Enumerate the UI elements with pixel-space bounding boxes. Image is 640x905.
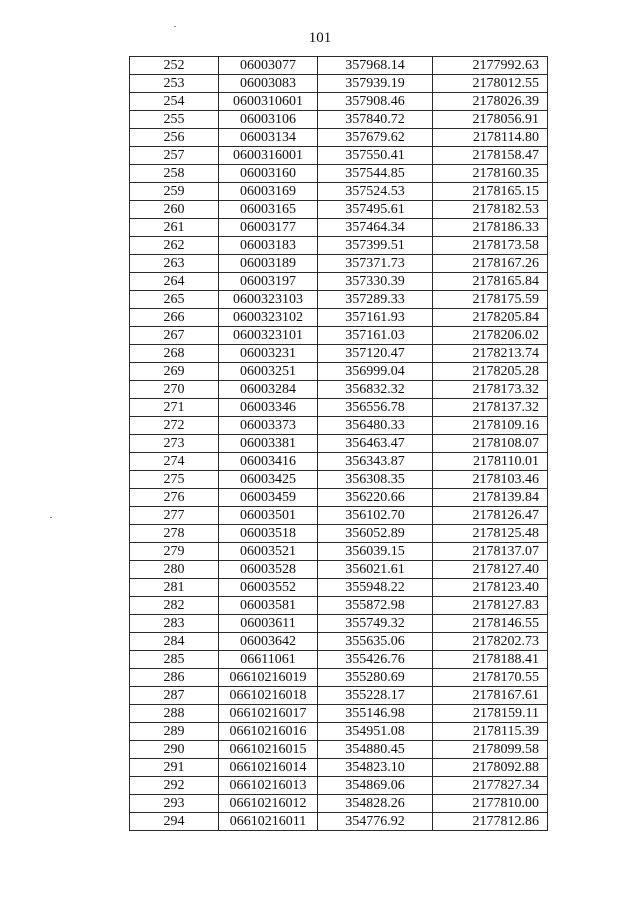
row-number-cell: 281 <box>130 579 219 597</box>
table-row <box>130 435 548 453</box>
y-coordinate-cell: 2178092.88 <box>433 759 548 777</box>
row-number-cell: 274 <box>130 453 219 471</box>
table-row <box>130 399 548 417</box>
point-code-cell: 06003284 <box>219 381 318 399</box>
row-number-cell: 261 <box>130 219 219 237</box>
y-coordinate-cell: 2178160.35 <box>433 165 548 183</box>
x-coordinate-cell: 354869.06 <box>318 777 433 795</box>
x-coordinate-cell: 357161.93 <box>318 309 433 327</box>
table-row <box>130 165 548 183</box>
y-coordinate-cell: 2178206.02 <box>433 327 548 345</box>
table-row <box>130 687 548 705</box>
page-number: 101 <box>308 30 332 46</box>
point-code-cell: 06003251 <box>219 363 318 381</box>
y-coordinate-cell: 2178173.32 <box>433 381 548 399</box>
x-coordinate-cell: 355146.98 <box>318 705 433 723</box>
table-row <box>130 759 548 777</box>
row-number-cell: 292 <box>130 777 219 795</box>
y-coordinate-cell: 2178137.07 <box>433 543 548 561</box>
table-row <box>130 417 548 435</box>
table-row <box>130 129 548 147</box>
table-row <box>130 525 548 543</box>
x-coordinate-cell: 356343.87 <box>318 453 433 471</box>
x-coordinate-cell: 356480.33 <box>318 417 433 435</box>
point-code-cell: 06003425 <box>219 471 318 489</box>
table-row <box>130 183 548 201</box>
row-number-cell: 280 <box>130 561 219 579</box>
point-code-cell: 06003189 <box>219 255 318 273</box>
table-row <box>130 273 548 291</box>
table-row <box>130 453 548 471</box>
row-number-cell: 257 <box>130 147 219 165</box>
table-row <box>130 777 548 795</box>
y-coordinate-cell: 2178170.55 <box>433 669 548 687</box>
point-code-cell: 06610216011 <box>219 813 318 831</box>
y-coordinate-cell: 2178110.01 <box>433 453 548 471</box>
row-number-cell: 252 <box>130 57 219 75</box>
y-coordinate-cell: 2178114.80 <box>433 129 548 147</box>
point-code-cell: 06003165 <box>219 201 318 219</box>
x-coordinate-cell: 357840.72 <box>318 111 433 129</box>
scan-speck <box>174 26 176 27</box>
table-row <box>130 579 548 597</box>
y-coordinate-cell: 2178126.47 <box>433 507 548 525</box>
table-body <box>130 57 548 831</box>
x-coordinate-cell: 354776.92 <box>318 813 433 831</box>
table-row <box>130 741 548 759</box>
y-coordinate-cell: 2178056.91 <box>433 111 548 129</box>
point-code-cell: 06003642 <box>219 633 318 651</box>
row-number-cell: 294 <box>130 813 219 831</box>
row-number-cell: 259 <box>130 183 219 201</box>
x-coordinate-cell: 357550.41 <box>318 147 433 165</box>
x-coordinate-cell: 355280.69 <box>318 669 433 687</box>
x-coordinate-cell: 355948.22 <box>318 579 433 597</box>
y-coordinate-cell: 2178137.32 <box>433 399 548 417</box>
x-coordinate-cell: 356039.15 <box>318 543 433 561</box>
point-code-cell: 06003459 <box>219 489 318 507</box>
point-code-cell: 06003501 <box>219 507 318 525</box>
table-row <box>130 543 548 561</box>
y-coordinate-cell: 2178103.46 <box>433 471 548 489</box>
y-coordinate-cell: 2178167.61 <box>433 687 548 705</box>
y-coordinate-cell: 2177992.63 <box>433 57 548 75</box>
x-coordinate-cell: 357330.39 <box>318 273 433 291</box>
y-coordinate-cell: 2178165.84 <box>433 273 548 291</box>
y-coordinate-cell: 2178139.84 <box>433 489 548 507</box>
table-row <box>130 147 548 165</box>
point-code-cell: 0600323103 <box>219 291 318 309</box>
point-code-cell: 06003528 <box>219 561 318 579</box>
row-number-cell: 290 <box>130 741 219 759</box>
y-coordinate-cell: 2177827.34 <box>433 777 548 795</box>
row-number-cell: 279 <box>130 543 219 561</box>
y-coordinate-cell: 2178123.40 <box>433 579 548 597</box>
x-coordinate-cell: 357524.53 <box>318 183 433 201</box>
point-code-cell: 0600316001 <box>219 147 318 165</box>
point-code-cell: 06003177 <box>219 219 318 237</box>
table-row <box>130 57 548 75</box>
table-row <box>130 255 548 273</box>
table-row <box>130 201 548 219</box>
y-coordinate-cell: 2178127.40 <box>433 561 548 579</box>
row-number-cell: 288 <box>130 705 219 723</box>
row-number-cell: 284 <box>130 633 219 651</box>
point-code-cell: 06003160 <box>219 165 318 183</box>
table-row <box>130 309 548 327</box>
point-code-cell: 06003611 <box>219 615 318 633</box>
point-code-cell: 06003169 <box>219 183 318 201</box>
row-number-cell: 258 <box>130 165 219 183</box>
y-coordinate-cell: 2178099.58 <box>433 741 548 759</box>
row-number-cell: 289 <box>130 723 219 741</box>
y-coordinate-cell: 2178012.55 <box>433 75 548 93</box>
table-row <box>130 237 548 255</box>
y-coordinate-cell: 2177812.86 <box>433 813 548 831</box>
point-code-cell: 06611061 <box>219 651 318 669</box>
table-row <box>130 615 548 633</box>
row-number-cell: 254 <box>130 93 219 111</box>
row-number-cell: 256 <box>130 129 219 147</box>
y-coordinate-cell: 2178173.58 <box>433 237 548 255</box>
x-coordinate-cell: 355749.32 <box>318 615 433 633</box>
table-row <box>130 291 548 309</box>
x-coordinate-cell: 354828.26 <box>318 795 433 813</box>
row-number-cell: 269 <box>130 363 219 381</box>
table-row <box>130 507 548 525</box>
x-coordinate-cell: 357161.03 <box>318 327 433 345</box>
point-code-cell: 06003231 <box>219 345 318 363</box>
row-number-cell: 270 <box>130 381 219 399</box>
y-coordinate-cell: 2177810.00 <box>433 795 548 813</box>
table-row <box>130 363 548 381</box>
point-code-cell: 0600323101 <box>219 327 318 345</box>
table-row <box>130 813 548 831</box>
y-coordinate-cell: 2178202.73 <box>433 633 548 651</box>
point-code-cell: 06003518 <box>219 525 318 543</box>
x-coordinate-cell: 354880.45 <box>318 741 433 759</box>
table-row <box>130 633 548 651</box>
y-coordinate-cell: 2178165.15 <box>433 183 548 201</box>
row-number-cell: 273 <box>130 435 219 453</box>
x-coordinate-cell: 356463.47 <box>318 435 433 453</box>
point-code-cell: 06003381 <box>219 435 318 453</box>
point-code-cell: 06610216018 <box>219 687 318 705</box>
row-number-cell: 283 <box>130 615 219 633</box>
table-row <box>130 75 548 93</box>
x-coordinate-cell: 357464.34 <box>318 219 433 237</box>
table-row <box>130 327 548 345</box>
point-code-cell: 06003197 <box>219 273 318 291</box>
point-code-cell: 0600310601 <box>219 93 318 111</box>
x-coordinate-cell: 357120.47 <box>318 345 433 363</box>
y-coordinate-cell: 2178127.83 <box>433 597 548 615</box>
y-coordinate-cell: 2178213.74 <box>433 345 548 363</box>
x-coordinate-cell: 357544.85 <box>318 165 433 183</box>
y-coordinate-cell: 2178175.59 <box>433 291 548 309</box>
table-row <box>130 723 548 741</box>
row-number-cell: 266 <box>130 309 219 327</box>
point-code-cell: 06003346 <box>219 399 318 417</box>
point-code-cell: 06610216013 <box>219 777 318 795</box>
y-coordinate-cell: 2178186.33 <box>433 219 548 237</box>
point-code-cell: 06003581 <box>219 597 318 615</box>
row-number-cell: 278 <box>130 525 219 543</box>
row-number-cell: 267 <box>130 327 219 345</box>
row-number-cell: 276 <box>130 489 219 507</box>
x-coordinate-cell: 357495.61 <box>318 201 433 219</box>
x-coordinate-cell: 356021.61 <box>318 561 433 579</box>
point-code-cell: 06003134 <box>219 129 318 147</box>
row-number-cell: 271 <box>130 399 219 417</box>
row-number-cell: 277 <box>130 507 219 525</box>
row-number-cell: 291 <box>130 759 219 777</box>
y-coordinate-cell: 2178125.48 <box>433 525 548 543</box>
y-coordinate-cell: 2178182.53 <box>433 201 548 219</box>
row-number-cell: 293 <box>130 795 219 813</box>
y-coordinate-cell: 2178188.41 <box>433 651 548 669</box>
row-number-cell: 264 <box>130 273 219 291</box>
y-coordinate-cell: 2178115.39 <box>433 723 548 741</box>
x-coordinate-cell: 356308.35 <box>318 471 433 489</box>
table-row <box>130 669 548 687</box>
table-row <box>130 111 548 129</box>
point-code-cell: 06003521 <box>219 543 318 561</box>
point-code-cell: 0600323102 <box>219 309 318 327</box>
y-coordinate-cell: 2178109.16 <box>433 417 548 435</box>
row-number-cell: 287 <box>130 687 219 705</box>
x-coordinate-cell: 357939.19 <box>318 75 433 93</box>
row-number-cell: 262 <box>130 237 219 255</box>
x-coordinate-cell: 357371.73 <box>318 255 433 273</box>
point-code-cell: 06003416 <box>219 453 318 471</box>
row-number-cell: 285 <box>130 651 219 669</box>
row-number-cell: 272 <box>130 417 219 435</box>
y-coordinate-cell: 2178026.39 <box>433 93 548 111</box>
point-code-cell: 06003083 <box>219 75 318 93</box>
y-coordinate-cell: 2178159.11 <box>433 705 548 723</box>
y-coordinate-cell: 2178158.47 <box>433 147 548 165</box>
point-code-cell: 06003077 <box>219 57 318 75</box>
row-number-cell: 268 <box>130 345 219 363</box>
point-code-cell: 06003183 <box>219 237 318 255</box>
x-coordinate-cell: 355635.06 <box>318 633 433 651</box>
y-coordinate-cell: 2178205.28 <box>433 363 548 381</box>
point-code-cell: 06610216017 <box>219 705 318 723</box>
row-number-cell: 255 <box>130 111 219 129</box>
table-row <box>130 561 548 579</box>
x-coordinate-cell: 356556.78 <box>318 399 433 417</box>
x-coordinate-cell: 356052.89 <box>318 525 433 543</box>
row-number-cell: 275 <box>130 471 219 489</box>
point-code-cell: 06003106 <box>219 111 318 129</box>
x-coordinate-cell: 356999.04 <box>318 363 433 381</box>
x-coordinate-cell: 354823.10 <box>318 759 433 777</box>
row-number-cell: 263 <box>130 255 219 273</box>
x-coordinate-cell: 357399.51 <box>318 237 433 255</box>
x-coordinate-cell: 357908.46 <box>318 93 433 111</box>
row-number-cell: 265 <box>130 291 219 309</box>
table-row <box>130 381 548 399</box>
x-coordinate-cell: 357289.33 <box>318 291 433 309</box>
point-code-cell: 06610216015 <box>219 741 318 759</box>
scan-speck <box>50 517 52 518</box>
table-row <box>130 93 548 111</box>
y-coordinate-cell: 2178108.07 <box>433 435 548 453</box>
x-coordinate-cell: 356102.70 <box>318 507 433 525</box>
point-code-cell: 06610216019 <box>219 669 318 687</box>
x-coordinate-cell: 355872.98 <box>318 597 433 615</box>
table-row <box>130 705 548 723</box>
x-coordinate-cell: 356832.32 <box>318 381 433 399</box>
point-code-cell: 06610216014 <box>219 759 318 777</box>
row-number-cell: 260 <box>130 201 219 219</box>
y-coordinate-cell: 2178167.26 <box>433 255 548 273</box>
point-code-cell: 06610216016 <box>219 723 318 741</box>
x-coordinate-cell: 355228.17 <box>318 687 433 705</box>
point-code-cell: 06003373 <box>219 417 318 435</box>
table-row <box>130 471 548 489</box>
y-coordinate-cell: 2178205.84 <box>433 309 548 327</box>
x-coordinate-cell: 357679.62 <box>318 129 433 147</box>
coordinates-table <box>129 56 548 831</box>
point-code-cell: 06003552 <box>219 579 318 597</box>
table-row <box>130 345 548 363</box>
point-code-cell: 06610216012 <box>219 795 318 813</box>
table-row <box>130 597 548 615</box>
row-number-cell: 253 <box>130 75 219 93</box>
y-coordinate-cell: 2178146.55 <box>433 615 548 633</box>
x-coordinate-cell: 354951.08 <box>318 723 433 741</box>
table-row <box>130 651 548 669</box>
x-coordinate-cell: 357968.14 <box>318 57 433 75</box>
table-row <box>130 219 548 237</box>
row-number-cell: 282 <box>130 597 219 615</box>
table-row <box>130 795 548 813</box>
row-number-cell: 286 <box>130 669 219 687</box>
table-row <box>130 489 548 507</box>
x-coordinate-cell: 356220.66 <box>318 489 433 507</box>
x-coordinate-cell: 355426.76 <box>318 651 433 669</box>
